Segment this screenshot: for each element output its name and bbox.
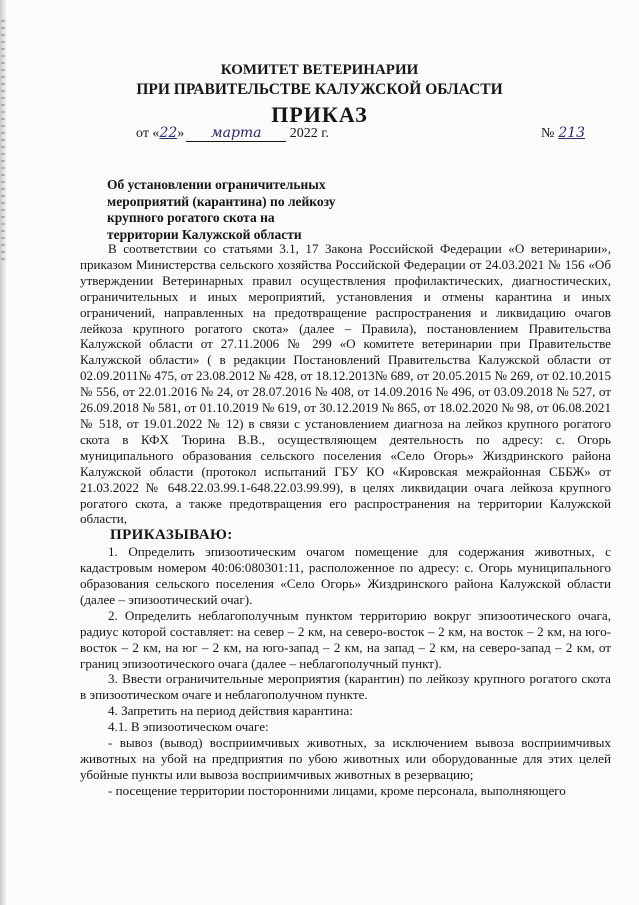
order-item-3: 3. Ввести ограничительные мероприятия (карантин) по лейкозу крупного рогатого скота в эпизоотическом очаге и неблагополучном пункте.	[80, 671, 611, 703]
order-item-1: 1. Определить эпизоотическим очагом помещение для содержания животных, с кадастровым номером 40:06:080301:11, расположенное по адресу: с. Огорь муниципального образования сельского поселения «Село Огорь» Жиздринского района Калужской области (далее – эпизоотический очаг).	[80, 544, 611, 607]
preamble-paragraph: В соответствии со статьями 3.1, 17 Закона Российской Федерации «О ветеринарии», приказом Министерства сельского хозяйства Российской Федерации от 24.03.2021 № 156 «Об утверждении Ветеринарных правил осуществления профилактических, диагностических, ограничительных и иных мероприятий, установления и отмены карантина и иных ограничений, направленных на предотвращение распространения и ликвидацию очагов лейкоза крупного рогатого скота» (далее – Правила), постановлением Правительства Калужской области от 27.11.2006 № 299 «О комитете ветеринарии при Правительстве Калужской области» ( в редакции Постановлений Правительства Калужской области от 02.09.2011№ 475, от 23.08.2012 № 428, от 18.12.2013№ 689, от 20.05.2015 № 269, от 02.10.2015 № 556, от 22.01.2016 № 24, от 28.07.2016 № 408, от 14.09.2016 № 496, от 03.09.2018 № 527, от 26.09.2018 № 581, от 01.10.2019 № 619, от 30.12.2019 № 865, от 18.02.2020 № 98, от 06.08.2021 № 518, от 19.01.2022 № 12) в связи с установлением диагноза на лейкоз крупного рогатого скота в КФХ Тюрина В.В., осуществляющем деятельность по адресу: с. Огорь муниципального образования сельского поселения «Село Огорь» Жиздринского района Калужской области (протокол испытаний ГБУ КО «Кировская межрайонная СББЖ» от 21.03.2022 № 648.22.03.99.1-648.22.03.99.99), в целях ликвидации очага лейкоза крупного рогатого скота, а также предотвращения его распространения на территории Калужской области,	[80, 241, 611, 527]
order-subitem-1: - вывоз (вывод) восприимчивых животных, за исключением вывоза восприимчивых животных на убой на предприятия по убою животных или оборудованные для этих целей убойные пункты или вывоза восприимчивых животных в резервацию;	[80, 735, 611, 782]
order-item-2: 2. Определить неблагополучным пунктом территорию вокруг эпизоотического очага, радиус которой составляет: на север – 2 км, на северо-восток – 2 км, на восток – 2 км, на юго-восток – 2 км, на юг – 2 км, на юго-запад – 2 км, на запад – 2 км, на северо-запад – 2 км, от границ эпизоотического очага (далее – неблагополучный пункт).	[80, 607, 611, 671]
date-month: марта	[186, 125, 286, 142]
order-subitem-2: - посещение территории посторонними лицами, кроме персонала, выполняющего	[108, 782, 566, 798]
number-value: 213	[558, 125, 586, 141]
order-number	[541, 125, 585, 142]
committee-affiliation: ПРИ ПРАВИТЕЛЬСТВЕ КАЛУЖСКОЙ ОБЛАСТИ	[136, 81, 503, 98]
order-item-4-1: 4.1. В эпизоотическом очаге:	[108, 719, 269, 735]
order-item-4: 4. Запретить на период действия карантина:	[108, 703, 353, 719]
date-day: 22	[159, 125, 178, 141]
date-year: 2022 г.	[289, 126, 329, 141]
number-prefix: №	[541, 126, 555, 141]
date-prefix: от «	[136, 126, 160, 141]
committee-name: КОМИТЕТ ВЕТЕРИНАРИИ	[220, 62, 419, 78]
decree-word: ПРИКАЗЫВАЮ:	[110, 527, 233, 544]
order-title: ПРИКАЗ	[271, 102, 368, 127]
date-close: »	[177, 126, 185, 141]
order-subject: Об установлении ограничительных мероприятий (карантина) по лейкозу крупного рогатого скота на территории Калужской области	[107, 177, 336, 242]
order-date	[136, 125, 329, 142]
scan-margin-marks	[1, 20, 5, 260]
order-body	[80, 241, 611, 799]
